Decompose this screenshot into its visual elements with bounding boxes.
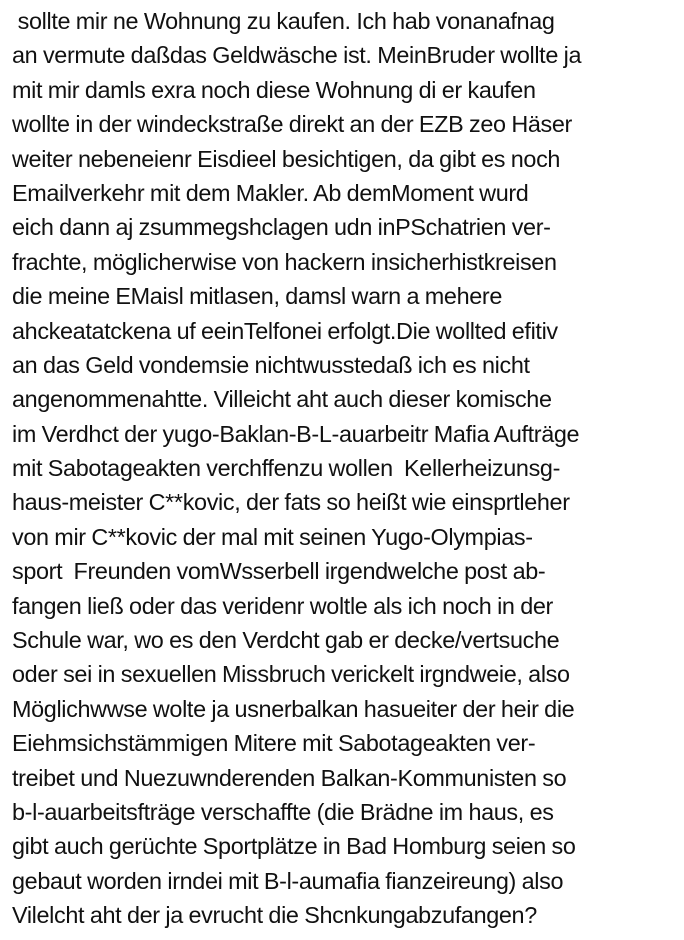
text-line: ahckeatatckena uf eeinTelfonei erfolgt.Die wollted efitiv <box>12 317 558 344</box>
text-line: die meine EMaisl mitlasen, damsl warn a mehere <box>12 283 503 310</box>
text-line: b-l-auarbeitsfträge verschaffte (die Brädne im haus, es <box>12 798 554 825</box>
text-line: von mir C**kovic der mal mit seinen Yugo-Olympias- <box>12 523 533 550</box>
text-line: sport Freunden vomWsserbell irgendwelche post ab- <box>12 558 546 585</box>
text-line: frachte, möglicherwise von hackern insicherhistkreisen <box>12 248 557 275</box>
text-line: eich dann aj zsummegshclagen udn inPSchatrien ver- <box>12 214 551 241</box>
text-line: gebaut worden irndei mit B-l-aumafia fianzeireung) also <box>12 867 564 894</box>
text-line: Schule war, wo es den Verdcht gab er decke/vertsuche <box>12 627 560 654</box>
text-line: haus-meister C**kovic, der fats so heißt wie einsprtleher <box>12 489 570 516</box>
text-line: weiter nebeneienr Eisdieel besichtigen, da gibt es noch <box>12 145 561 172</box>
text-line: an das Geld vondemsie nichtwusstedaß ich es nicht <box>12 351 530 378</box>
text-line: Eiehmsichstämmigen Mitere mit Sabotageakten ver- <box>12 730 536 757</box>
text-line: mit Sabotageakten verchffenzu wollen Kellerheizunsg- <box>12 455 561 482</box>
text-line: im Verdhct der yugo-Baklan-B-L-auarbeitr Mafia Aufträge <box>12 420 580 447</box>
text-line: Möglichwwse wolte ja usnerbalkan hasueiter der heir die <box>12 695 575 722</box>
text-line: fangen ließ oder das veridenr woltle als ich noch in der <box>12 592 553 619</box>
text-line: Vilelcht aht der ja evrucht die Shcnkungabzufangen? <box>12 902 537 929</box>
text-line: wollte in der windeckstraße direkt an der EZB zeo Häser <box>12 111 572 138</box>
text-line: mit mir damls exra noch diese Wohnung di er kaufen <box>12 76 536 103</box>
text-line: treibet und Nuezuwnderenden Balkan-Kommunisten so <box>12 764 567 791</box>
text-line: Emailverkehr mit dem Makler. Ab demMoment wurd <box>12 179 529 206</box>
text-line: sollte mir ne Wohnung zu kaufen. Ich hab vonanafnag <box>12 8 555 34</box>
text-line: angenommenahtte. Villeicht aht auch dieser komische <box>12 386 552 413</box>
text-line: oder sei in sexuellen Missbruch verickelt irgndweie, also <box>12 661 570 688</box>
text-line: gibt auch gerüchte Sportplätze in Bad Homburg seien so <box>12 833 576 860</box>
document-page <box>12 4 680 933</box>
text-line: an vermute daßdas Geldwäsche ist. MeinBruder wollte ja <box>12 42 582 69</box>
